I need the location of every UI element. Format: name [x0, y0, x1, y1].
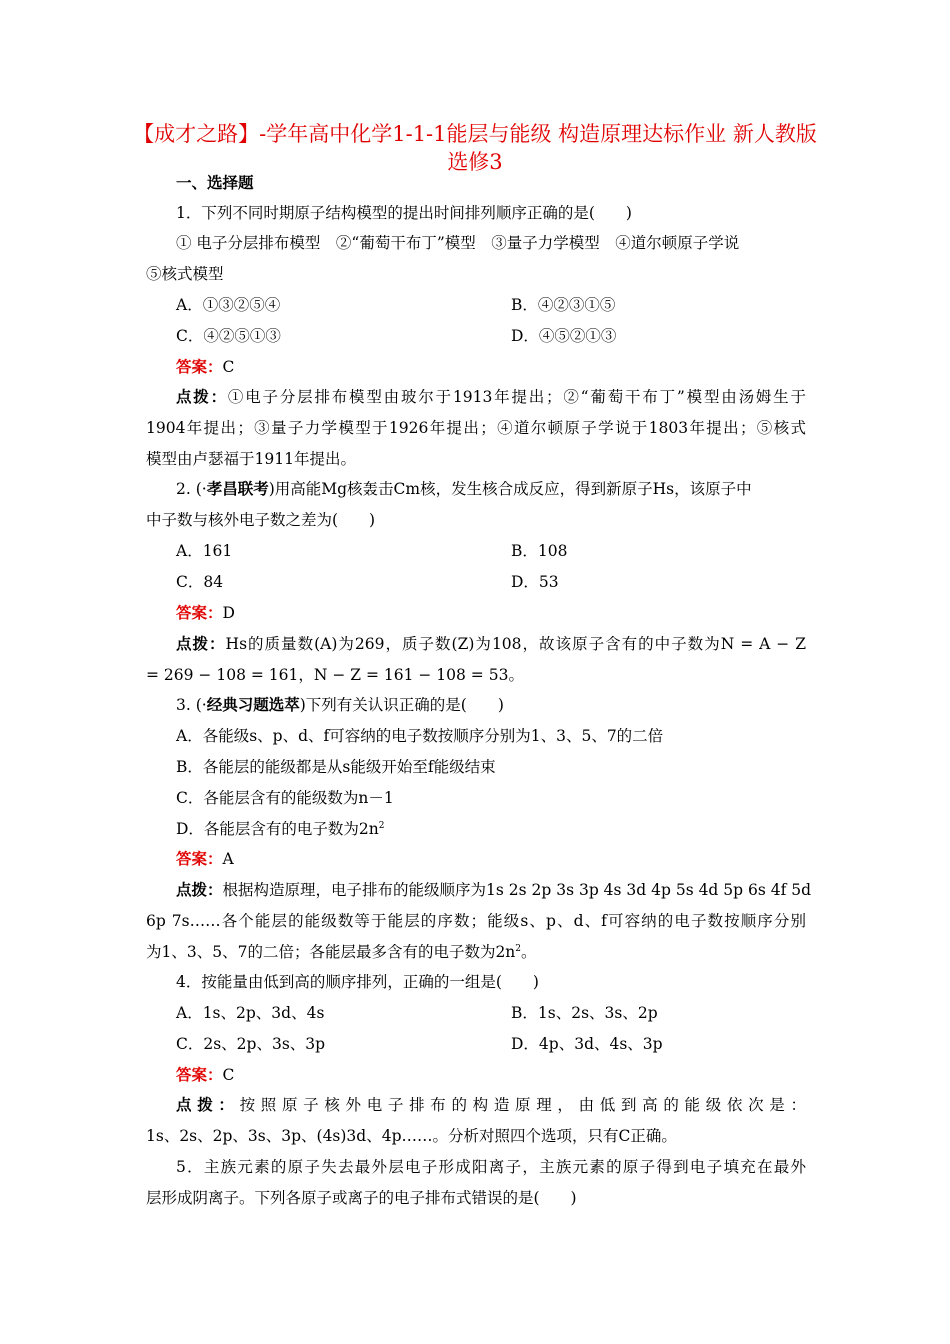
title-line-2: 选修3 [447, 150, 503, 174]
question-1-option-c: C．④②⑤①③ [176, 327, 281, 345]
question-4-hint [176, 1094, 806, 1116]
question-2-text: )用高能Mg核轰击Cm核，发生核合成反应，得到新原子Hs，该原子中 [268, 480, 752, 498]
question-3-option-c: C．各能层含有的能级数为n－1 [176, 789, 394, 807]
question-3-answer [176, 848, 234, 870]
question-3-hint-line-2: 6p 7s……各个能层的能级数等于能层的序数；能级s、p、d、f可容纳的电子数按顺序分别 [146, 912, 806, 930]
question-3-prefix: 3. (· [176, 696, 207, 714]
question-2-stem [176, 478, 752, 500]
option-d-superscript: 2 [378, 820, 385, 831]
question-3-option-d [176, 818, 385, 840]
question-4-option-c: C．2s、2p、3s、3p [176, 1035, 326, 1053]
question-3-option-a: A．各能级s、p、d、f可容纳的电子数按顺序分别为1、3、5、7的二倍 [176, 727, 664, 745]
question-5-stem-line-2: 层形成阴离子。下列各原子或离子的电子排布式错误的是( ) [146, 1189, 577, 1207]
question-2-option-b: B．108 [511, 542, 568, 560]
answer-label: 答案： [176, 603, 223, 622]
hint-text: 为1、3、5、7的二倍；各能层最多含有的电子数为2n [146, 943, 516, 961]
question-3-source: 经典习题选萃 [206, 695, 300, 714]
question-2-option-a: A．161 [176, 542, 233, 560]
question-1-items: ① 电子分层排布模型 ②“葡萄干布丁”模型 ③量子力学模型 ④道尔顿原子学说 [176, 234, 740, 252]
hint-text: Hs的质量数(A)为269，质子数(Z)为108，故该原子含有的中子数为N = A − Z [225, 635, 806, 653]
answer-label: 答案： [176, 849, 223, 868]
hint-end: 。 [521, 943, 537, 961]
answer-value: C [222, 358, 235, 376]
answer-label: 答案： [176, 357, 223, 376]
question-2-source: 孝昌联考 [206, 479, 269, 498]
question-4-stem: 4．按能量由低到高的顺序排列，正确的一组是( ) [176, 973, 539, 991]
answer-value: A [222, 850, 234, 868]
answer-value: D [222, 604, 235, 622]
question-4-option-d: D．4p、3d、4s、3p [511, 1035, 663, 1053]
answer-label: 答案： [176, 1065, 223, 1084]
question-2-hint-line-2: = 269 − 108 = 161，N − Z = 161 − 108 = 53。 [146, 666, 524, 684]
question-1-option-b: B．④②③①⑤ [511, 296, 616, 314]
hint-label: 点拨： [176, 880, 223, 899]
hint-text: ①电子分层排布模型由玻尔于1913年提出；②“葡萄干布丁”模型由汤姆生于 [227, 388, 806, 406]
answer-value: C [222, 1066, 235, 1084]
document-title [120, 120, 830, 176]
question-3-hint-line-3 [146, 941, 537, 963]
question-2-stem-line-2: 中子数与核外电子数之差为( ) [146, 511, 376, 529]
question-1-option-a: A．①③②⑤④ [176, 296, 281, 314]
section-heading: 一、选择题 [176, 173, 254, 192]
question-2-hint [176, 633, 806, 655]
hint-label: 点拨： [176, 634, 226, 653]
question-1-hint-line-3: 模型由卢瑟福于1911年提出。 [146, 450, 356, 468]
title-line-1: 【成才之路】-学年高中化学1-1-1能层与能级 构造原理达标作业 新人教版 [133, 122, 817, 146]
question-1-items-cont: ⑤核式模型 [146, 265, 224, 283]
question-1-hint-line-2: 1904年提出；③量子力学模型于1926年提出；④道尔顿原子学说于1803年提出；⑤核式 [146, 419, 806, 437]
question-2-prefix: 2. (· [176, 480, 207, 498]
question-2-answer [176, 602, 235, 624]
question-3-option-b: B．各能层的能级都是从s能级开始至f能级结束 [176, 758, 496, 776]
question-1-stem: 1．下列不同时期原子结构模型的提出时间排列顺序正确的是( ) [176, 204, 632, 222]
hint-text: 按照原子核外电子排布的构造原理，由低到高的能级依次是： [239, 1096, 806, 1114]
question-3-stem [176, 694, 504, 716]
question-2-option-c: C．84 [176, 573, 224, 591]
question-3-text: )下列有关认识正确的是( ) [299, 696, 504, 714]
hint-superscript: 2 [515, 943, 522, 954]
hint-text: 根据构造原理，电子排布的能级顺序为1s 2s 2p 3s 3p 4s 3d 4p 5s 4d 5p 6s 4f 5d [222, 881, 812, 899]
question-1-answer [176, 356, 234, 378]
question-2-option-d: D．53 [511, 573, 559, 591]
question-1-hint [176, 386, 806, 408]
question-4-answer [176, 1064, 234, 1086]
question-4-option-b: B．1s、2s、3s、2p [511, 1004, 658, 1022]
question-4-hint-line-2: 1s、2s、2p、3s、3p、(4s)3d、4p……。分析对照四个选项，只有C正确。 [146, 1127, 677, 1145]
question-4-option-a: A．1s、2p、3d、4s [176, 1004, 325, 1022]
question-3-hint [176, 879, 812, 901]
question-1-option-d: D．④⑤②①③ [511, 327, 617, 345]
question-5-stem: 5．主族元素的原子失去最外层电子形成阳离子，主族元素的原子得到电子填充在最外 [176, 1158, 806, 1176]
option-d-text: D．各能层含有的电子数为2n [176, 820, 379, 838]
hint-label: 点拨： [176, 387, 228, 406]
hint-label: 点拨： [176, 1095, 240, 1114]
